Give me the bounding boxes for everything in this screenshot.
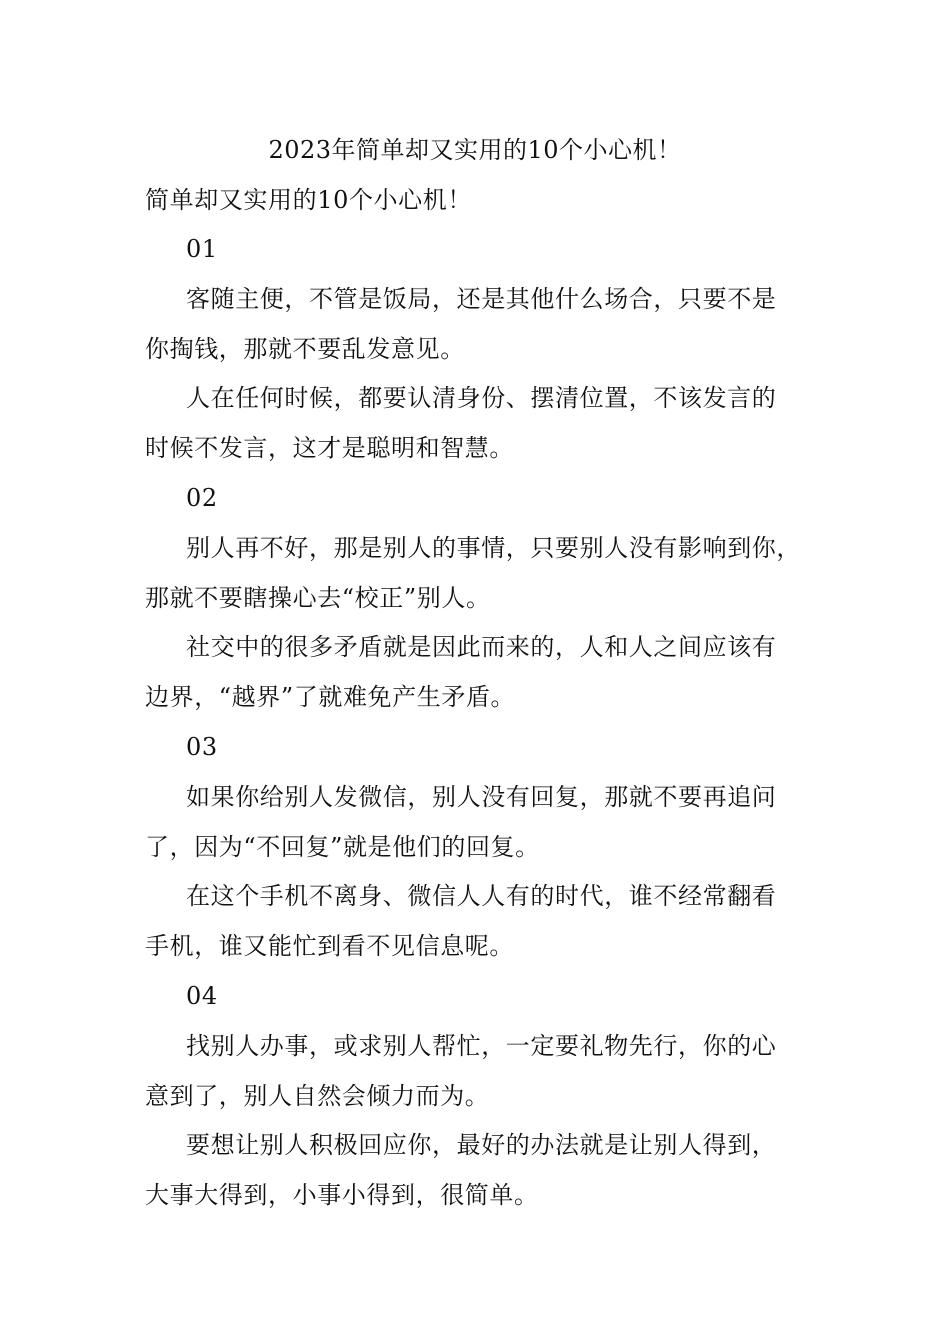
paragraph-line: 在这个手机不离身、微信人人有的时代，谁不经常翻看 xyxy=(186,882,777,910)
paragraph-line: 时候不发言，这才是聪明和智慧。 xyxy=(145,434,514,462)
section-number: 04 xyxy=(186,982,218,1010)
paragraph-line: 你掏钱，那就不要乱发意见。 xyxy=(145,335,465,363)
paragraph-line: 意到了，别人自然会倾力而为。 xyxy=(145,1082,490,1110)
paragraph-line: 那就不要瞎操心去“校正”别人。 xyxy=(145,584,491,612)
paragraph-line: 找别人办事，或求别人帮忙，一定要礼物先行，你的心 xyxy=(186,1032,777,1060)
paragraph-line: 了，因为“不回复”就是他们的回复。 xyxy=(145,833,540,861)
paragraph-line: 如果你给别人发微信，别人没有回复，那就不要再追问 xyxy=(186,783,777,811)
paragraph-line: 边界，“越界”了就难免产生矛盾。 xyxy=(145,683,516,711)
paragraph-line: 客随主便，不管是饭局，还是其他什么场合，只要不是 xyxy=(186,285,777,313)
paragraph-line: 人在任何时候，都要认清身份、摆清位置，不该发言的 xyxy=(186,384,777,412)
paragraph-line: 别人再不好，那是别人的事情，只要别人没有影响到你， xyxy=(186,534,801,562)
section-number: 02 xyxy=(186,484,218,512)
section-number: 01 xyxy=(186,235,218,263)
paragraph-line: 要想让别人积极回应你，最好的办法就是让别人得到， xyxy=(186,1131,777,1159)
section-number: 03 xyxy=(186,733,218,761)
paragraph-line: 社交中的很多矛盾就是因此而来的，人和人之间应该有 xyxy=(186,633,777,661)
paragraph-line: 手机，谁又能忙到看不见信息呢。 xyxy=(145,932,514,960)
paragraph-line: 大事大得到，小事小得到，很简单。 xyxy=(145,1181,539,1209)
document-subtitle: 简单却又实用的10个小心机！ xyxy=(145,186,472,214)
document-title: 2023年简单却又实用的10个小心机！ xyxy=(268,136,682,164)
